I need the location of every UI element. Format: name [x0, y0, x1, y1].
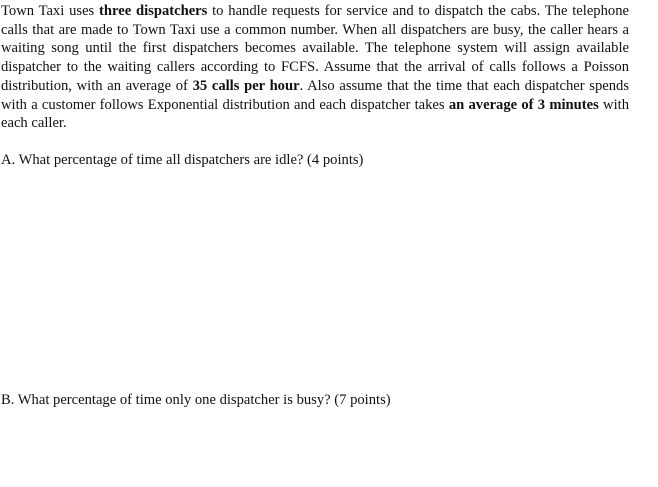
problem-text: Town Taxi uses [1, 3, 100, 19]
problem-text: . Also assume that the time that each dispatcher spends with a customer follows Exponential distribution and each dispatcher takes [1, 77, 629, 113]
problem-bold-arrival-rate: 35 calls per hour [192, 77, 300, 94]
problem-bold-dispatchers: three dispatchers [99, 3, 208, 19]
question-a: A. What percentage of time all dispatchers are idle? (4 points) [1, 152, 364, 168]
problem-bold-service-time: an average of 3 minutes [448, 96, 599, 113]
question-b: B. What percentage of time only one dispatcher is busy? (7 points) [1, 392, 391, 408]
problem-text: with each caller. [1, 96, 629, 132]
problem-text: to handle requests for service and to dispatch the cabs. The telephone calls that are made to Town Taxi use a common number. When all dispatchers are busy, the caller hears a waiting song until the first dispatchers becomes available. The telephone system will assign available dispatcher to the waiting callers according to FCFS. Assume that the arrival of calls follows a Poisson distribution, with an average of [1, 3, 629, 94]
problem-statement [1, 2, 629, 133]
